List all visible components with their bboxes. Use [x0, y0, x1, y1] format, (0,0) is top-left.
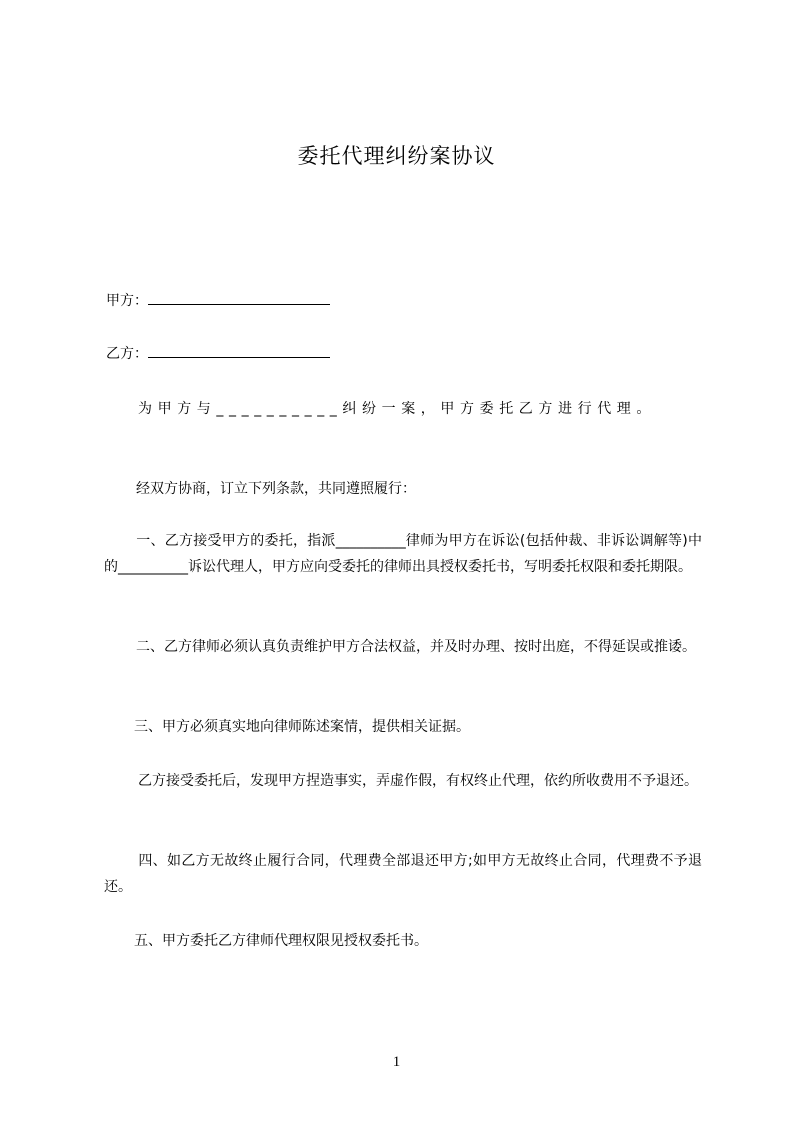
- clause-5: [104, 928, 702, 954]
- intro-blank: __________: [216, 401, 343, 417]
- party-b-blank: [148, 343, 330, 358]
- clause-5-text: 五、甲方委托乙方律师代理权限见授权委托书。: [134, 933, 428, 949]
- page-number: 1: [392, 1054, 401, 1070]
- intro-line: [106, 396, 702, 422]
- intro-before: 为甲方与: [138, 401, 217, 417]
- party-a-blank: [148, 290, 330, 305]
- preamble-text: 经双方协商，订立下列条款，共同遵照履行：: [136, 481, 416, 497]
- clause-1-part1: 一、乙方接受甲方的委托，指派: [136, 533, 336, 549]
- clause-1-part3: 诉讼代理人，甲方应向受委托的律师出具授权委托书，写明委托权限和委托期限。: [188, 559, 692, 575]
- clause-1-blank2: __________: [118, 559, 188, 575]
- party-b-line: [106, 341, 702, 367]
- intro-after: 纠纷一案，甲方委托乙方进行代理。: [342, 401, 657, 417]
- clause-3-note: [104, 768, 702, 794]
- clause-2-text: 二、乙方律师必须认真负责维护甲方合法权益，并及时办理、按时出庭，不得延误或推诿。: [136, 639, 696, 655]
- party-b-label: 乙方：: [106, 346, 148, 362]
- clause-4-text: 四、如乙方无故终止履行合同，代理费全部退还甲方;如甲方无故终止合同，代理费不予退还。: [104, 853, 702, 895]
- clause-1-blank1: __________: [335, 533, 406, 549]
- clause-3: [104, 714, 702, 740]
- party-a-line: [106, 288, 702, 314]
- clause-3-text: 三、甲方必须真实地向律师陈述案情，提供相关证据。: [134, 719, 470, 735]
- party-a-label: 甲方：: [106, 293, 148, 309]
- clause-4: [104, 848, 702, 900]
- clause-1: [104, 528, 702, 580]
- document-title: 委托代理纠纷案协议: [297, 144, 496, 168]
- clause-2: [104, 634, 702, 660]
- clause-1-part2: 律师为甲方在诉讼(包括仲裁、非诉讼调解等)中的: [104, 533, 702, 575]
- clause-3-note-text: 乙方接受委托后，发现甲方捏造事实，弄虚作假，有权终止代理，依约所收费用不予退还。: [138, 773, 698, 789]
- preamble-line: [106, 476, 702, 502]
